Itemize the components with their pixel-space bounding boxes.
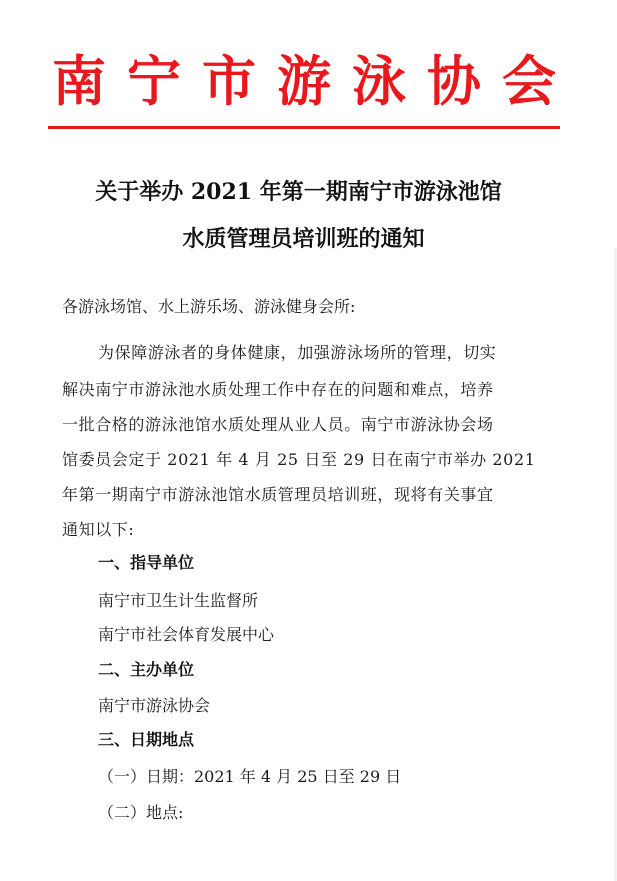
schedule-place-line: （二）地点: [98, 803, 184, 822]
host-unit-item: 南宁市游泳协会 [98, 696, 211, 715]
organization-header: 南宁市游泳协会 [52, 49, 577, 113]
section-heading-schedule: 三、日期地点 [98, 730, 195, 749]
paragraph-line: 馆委员会定于 2021 年 4 月 25 日至 29 日在南宁市举办 2021 [62, 450, 536, 469]
guidance-unit-item: 南宁市卫生计生监督所 [98, 591, 259, 610]
section-heading-host: 二、主办单位 [98, 660, 195, 679]
paragraph-line: 年第一期南宁市游泳池馆水质管理员培训班，现将有关事宜 [62, 485, 494, 504]
salutation: 各游泳场馆、水上游乐场、游泳健身会所: [62, 297, 356, 316]
paragraph-line: 通知以下: [62, 520, 135, 539]
document-title-line-2: 水质管理员培训班的通知 [182, 226, 425, 252]
paragraph-line: 解决南宁市游泳池水质处理工作中存在的问题和难点，培养 [62, 380, 494, 399]
paragraph-line: 一批合格的游泳池馆水质处理从业人员。南宁市游泳协会场 [62, 415, 494, 434]
document-title-line-1: 关于举办 2021 年第一期南宁市游泳池馆 [95, 179, 502, 205]
header-red-rule [48, 126, 560, 129]
schedule-date-line: （一）日期：2021 年 4 月 25 日至 29 日 [98, 767, 402, 786]
guidance-unit-item: 南宁市社会体育发展中心 [98, 625, 275, 644]
section-heading-guidance: 一、指导单位 [98, 553, 195, 572]
paragraph-line: 为保障游泳者的身体健康，加强游泳场所的管理，切实 [98, 343, 497, 362]
